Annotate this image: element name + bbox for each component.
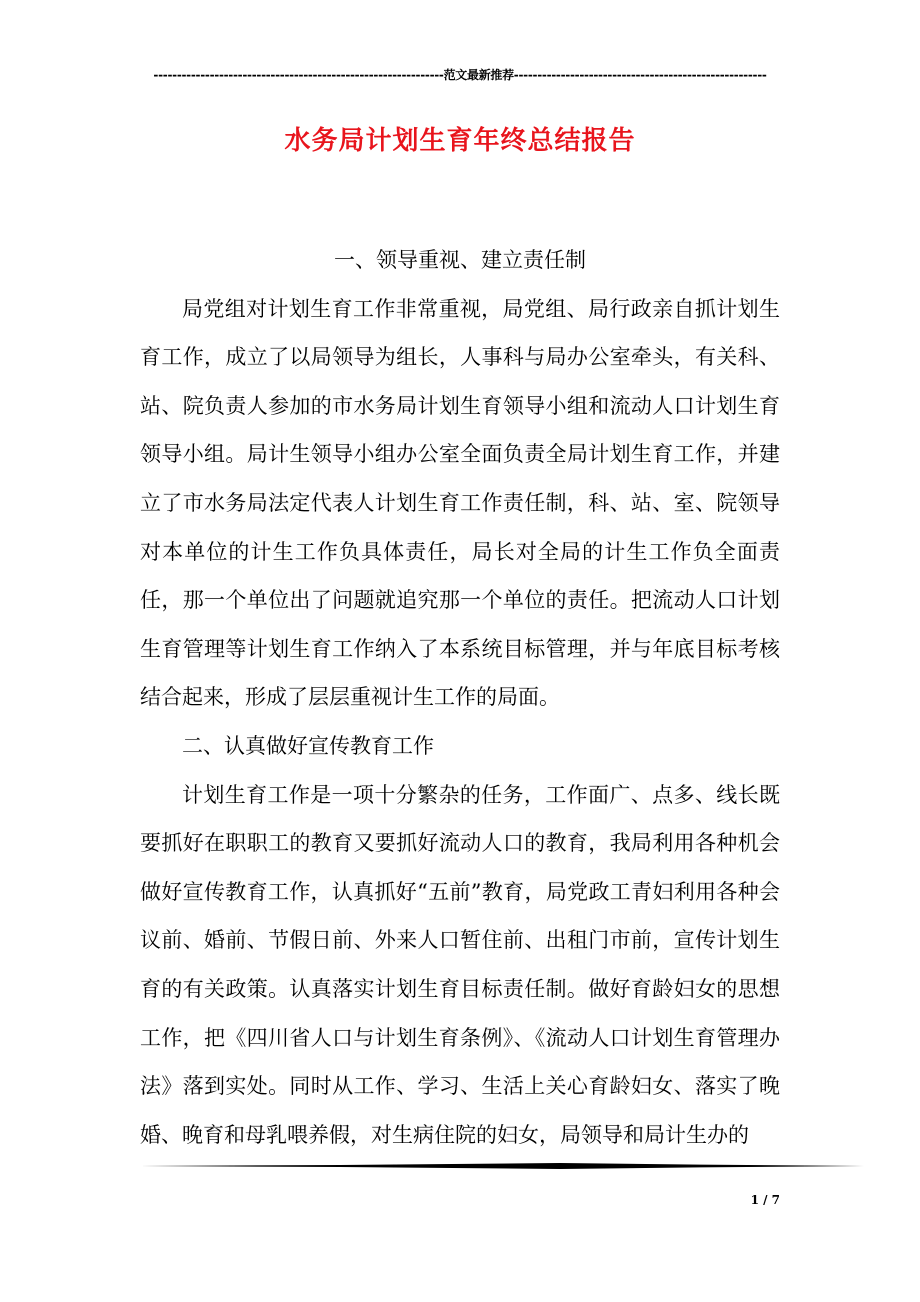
document-body <box>140 236 780 1159</box>
section-heading-2: 二、认真做好宣传教育工作 <box>182 733 434 758</box>
section-heading-1: 一、领导重视、建立责任制 <box>334 248 586 272</box>
paragraph-1: 局党组对计划生育工作非常重视，局党组、局行政亲自抓计划生育工作，成立了以局领导为组长，人事科与局办公室牵头，有关科、站、院负责人参加的市水务局计划生育领导小组和流动人口计划生育领导小组。局计生领导小组办公室全面负责全局计划生育工作，并建立了市水务局法定代表人计划生育工作责任制，科、站、室、院领导对本单位的计生工作负具体责任，局长对全局的计生工作负全面责任，那一个单位出了问题就追究那一个单位的责任。把流动人口计划生育管理等计划生育工作纳入了本系统目标管理，并与年底目标考核结合起来，形成了层层重视计生工作的局面。 <box>140 296 780 710</box>
page-number: 1 / 7 <box>750 1193 780 1207</box>
paragraph-2: 计划生育工作是一项十分繁杂的任务，工作面广、点多、线长既要抓好在职职工的教育又要抓好流动人口的教育，我局利用各种机会做好宣传教育工作，认真抓好“五前”教育，局党政工青妇利用各种会议前、婚前、节假日前、外来人口暂住前、出租门市前，宣传计划生育的有关政策。认真落实计划生育目标责任制。做好育龄妇女的思想工作，把《四川省人口与计划生育条例》、《流动人口计划生育管理办法》落到实处。同时从工作、学习、生活上关心育龄妇女、落实了晚婚、晚育和母乳喂养假，对生病住院的妇女，局领导和局计生办的 <box>140 782 780 1147</box>
page-header: --------------------------------------------------------------范文最新推荐------------------------------------------------------ <box>153 68 767 82</box>
footer-divider <box>140 1163 864 1169</box>
document-title: 水务局计划生育年终总结报告 <box>284 126 636 156</box>
